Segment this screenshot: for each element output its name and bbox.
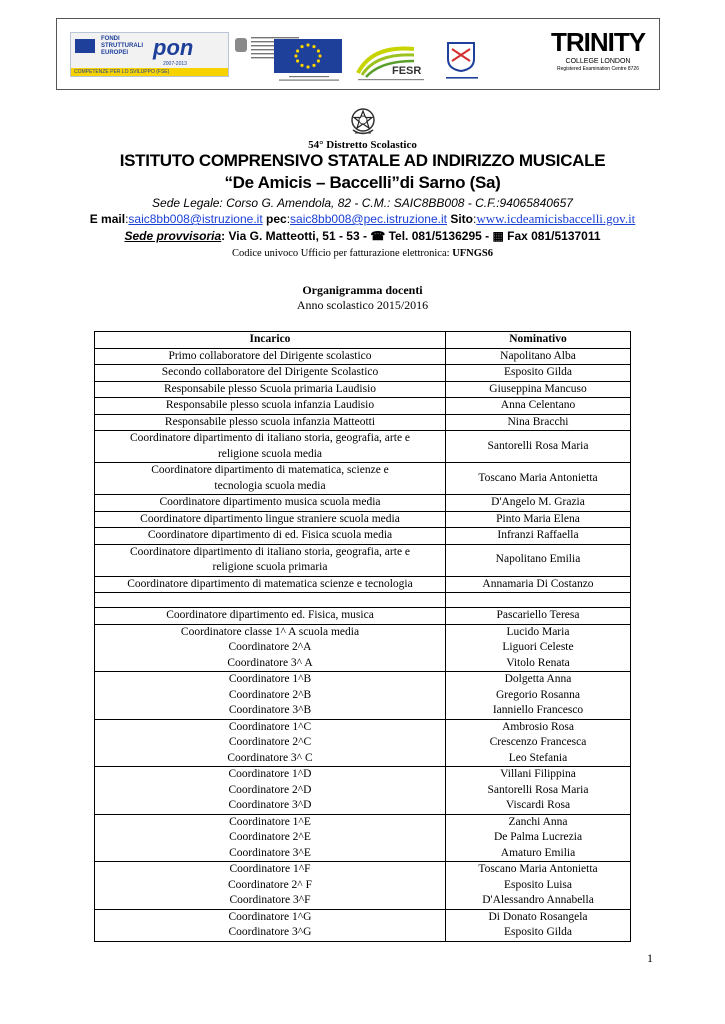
pon-fondi-text	[101, 36, 145, 57]
cell-nominativo	[446, 909, 631, 941]
table-row	[95, 398, 631, 415]
table-row	[95, 495, 631, 512]
pon-text-line: STRUTTURALI	[101, 43, 143, 49]
incarico-line: Coordinatore classe 1^ A scuola media	[180, 625, 360, 638]
cell-incarico	[95, 398, 446, 415]
eu-caption-lines-icon	[275, 75, 343, 83]
incarico-line: Coordinatore 2^D	[228, 783, 312, 796]
incarico-line: Primo collaboratore del Dirigente scolastico	[168, 349, 372, 362]
nominativo-line: Villani Filippina	[500, 768, 576, 780]
nominativo-line: Amaturo Emilia	[500, 846, 576, 859]
nominativo-line: Pinto Maria Elena	[496, 512, 580, 525]
nominativo-line: Lucido Maria	[506, 625, 570, 638]
cell-incarico	[95, 495, 446, 512]
email-link[interactable]: saic8bb008@istruzione.it	[128, 212, 263, 226]
header-nominativo: Nominativo	[446, 332, 631, 349]
incarico-line: Responsabile plesso scuola infanzia Matteotti	[164, 415, 376, 428]
eu-flag-icon	[75, 39, 95, 53]
cell-nominativo	[446, 862, 631, 910]
nominativo-line: Nina Bracchi	[507, 415, 569, 428]
incarico-line: Coordinatore 3^E	[229, 846, 311, 859]
nominativo-line: Santorelli Rosa Maria	[487, 783, 589, 796]
cell-nominativo	[446, 719, 631, 767]
incarico-line: Coordinatore 3^ C	[227, 751, 313, 764]
nominativo-line: Toscano Maria Antonietta	[478, 471, 598, 484]
nominativo-line: Leo Stefania	[508, 751, 568, 764]
italian-republic-emblem-icon	[349, 106, 377, 138]
incarico-line: Coordinatore dipartimento di italiano storia, geografia, arte e	[129, 432, 411, 444]
nominativo-line: Esposito Gilda	[503, 366, 573, 378]
nominativo-line: Ianniello Francesco	[492, 704, 584, 716]
incarico-line: Coordinatore 2^B	[228, 688, 312, 701]
nominativo-line: Zanchi Anna	[508, 815, 568, 828]
sito-label: Sito	[450, 212, 473, 226]
incarico-line: tecnologia scuola media	[214, 479, 326, 492]
email-label: E mail	[89, 212, 126, 226]
nominativo-line: Esposito Gilda	[503, 926, 573, 938]
incarico-line: Coordinatore 1^C	[228, 720, 312, 733]
incarico-line: Coordinatore 2^ F	[228, 878, 312, 891]
pon-text-line: FONDI	[101, 36, 120, 42]
nominativo-line: Ambrosio Rosa	[502, 720, 574, 733]
cell-incarico	[95, 672, 446, 720]
cell-nominativo	[446, 528, 631, 545]
organigramma-table	[94, 331, 631, 942]
table-row	[95, 381, 631, 398]
table-row	[95, 348, 631, 365]
table-row	[95, 608, 631, 625]
cell-nominativo	[446, 593, 631, 608]
campania-caption-line-icon	[442, 75, 482, 81]
incarico-line: Coordinatore 2^E	[229, 831, 311, 843]
incarico-line: Coordinatore 2^C	[228, 736, 312, 748]
incarico-line: Coordinatore dipartimento di matematica, scienze e	[151, 464, 389, 476]
table-row	[95, 511, 631, 528]
incarico-line: Coordinatore dipartimento di italiano storia, geografia, arte e	[129, 545, 411, 558]
table-body	[95, 348, 631, 941]
nominativo-line: Crescenzo Francesca	[489, 736, 587, 748]
nominativo-line: Napolitano Emilia	[495, 553, 581, 566]
incarico-line: Coordinatore dipartimento musica scuola media	[159, 496, 381, 508]
cell-incarico	[95, 593, 446, 608]
page-number: 1	[647, 951, 653, 965]
pon-years: 2007-2013	[163, 61, 187, 67]
pon-logo	[70, 32, 229, 77]
nominativo-line: Infranzi Raffaella	[497, 529, 579, 541]
document-title: Organigramma docenti	[302, 283, 423, 297]
cell-nominativo	[446, 544, 631, 576]
pon-wordmark: pon	[153, 35, 194, 60]
cell-incarico	[95, 862, 446, 910]
table-row	[95, 767, 631, 815]
incarico-line: Coordinatore dipartimento lingue straniere scuola media	[140, 512, 400, 525]
sede-legale: Sede Legale: Corso G. Amendola, 82 - C.M.: SAIC8BB008 - C.F.:94065840657	[152, 196, 573, 210]
codice-univoco-line: Codice univoco Ufficio per fatturazione elettronica: UFNGS6	[231, 248, 494, 259]
pec-link[interactable]: saic8bb008@pec.istruzione.it	[290, 212, 447, 226]
table-row	[95, 909, 631, 941]
fesr-logo	[352, 39, 428, 83]
incarico-line: Coordinatore dipartimento ed. Fisica, musica	[166, 609, 374, 621]
cell-nominativo	[446, 672, 631, 720]
table-row	[95, 463, 631, 495]
trinity-subtitle: COLLEGE LONDON	[565, 58, 631, 65]
nominativo-line: Anna Celentano	[500, 399, 576, 411]
cell-incarico	[95, 431, 446, 463]
cell-incarico	[95, 624, 446, 672]
table-row	[95, 672, 631, 720]
incarico-line: Coordinatore dipartimento di matematica scienze e tecnologia	[127, 577, 413, 590]
nominativo-line: Napolitano Alba	[500, 349, 576, 362]
cell-nominativo	[446, 431, 631, 463]
nominativo-line: Toscano Maria Antonietta	[478, 863, 598, 875]
nominativo-line: De Palma Lucrezia	[493, 831, 583, 843]
nominativo-line: Esposito Luisa	[503, 878, 573, 891]
sede-provvisoria-details: : Via G. Matteotti, 51 - 53 - ☎ Tel. 081/5136295 - ▦ Fax 081/5137011	[221, 229, 601, 243]
cell-incarico	[95, 348, 446, 365]
incarico-line: Coordinatore 3^ A	[227, 656, 313, 669]
cell-nominativo	[446, 608, 631, 625]
nominativo-line: Pascariello Teresa	[496, 609, 580, 621]
table-row	[95, 814, 631, 862]
nominativo-line: Santorelli Rosa Maria	[487, 439, 589, 452]
incarico-line: Coordinatore 1^D	[228, 768, 312, 780]
nominativo-line: Giuseppina Mancuso	[489, 382, 587, 395]
cell-nominativo	[446, 767, 631, 815]
nominativo-line: D'Angelo M. Grazia	[491, 496, 585, 508]
table-row	[95, 862, 631, 910]
cell-nominativo	[446, 463, 631, 495]
sede-provvisoria-line	[0, 229, 725, 243]
nominativo-line: D'Alessandro Annabella	[482, 894, 594, 906]
codice-label: Codice univoco Ufficio per fatturazione elettronica	[231, 248, 447, 259]
regione-campania-logo	[442, 39, 480, 83]
incarico-line: Coordinatore dipartimento di ed. Fisica scuola media	[147, 529, 393, 541]
incarico-line: Coordinatore 3^B	[228, 704, 312, 716]
incarico-line: Coordinatore 2^A	[228, 641, 312, 653]
nominativo-line: Liguori Celeste	[502, 641, 574, 653]
cell-nominativo	[446, 348, 631, 365]
ministero-emblem-icon	[235, 38, 247, 52]
pon-text-line: EUROPEI	[101, 50, 129, 56]
cell-nominativo	[446, 624, 631, 672]
incarico-line: religione scuola primaria	[212, 561, 328, 573]
table-header-row	[95, 332, 631, 349]
sede-provvisoria-label: Sede provvisoria	[124, 229, 222, 243]
cell-incarico	[95, 463, 446, 495]
eu-flag-icon	[274, 39, 342, 73]
cell-incarico	[95, 544, 446, 576]
cell-incarico	[95, 767, 446, 815]
campania-shield-icon	[442, 39, 480, 73]
school-year: Anno scolastico 2015/2016	[296, 298, 429, 312]
table-row	[95, 576, 631, 593]
cell-incarico	[95, 511, 446, 528]
cell-nominativo	[446, 495, 631, 512]
website-link[interactable]: www.icdeamicisbaccelli.gov.it	[476, 211, 636, 226]
fesr-wordmark: FESR	[392, 65, 422, 77]
table-row	[95, 365, 631, 382]
cell-nominativo	[446, 398, 631, 415]
table-row	[95, 414, 631, 431]
district-label: 54° Distretto Scolastico	[308, 139, 417, 151]
logo-banner	[56, 18, 660, 90]
nominativo-line: Gregorio Rosanna	[496, 688, 580, 701]
cell-incarico	[95, 814, 446, 862]
nominativo-line: Vitolo Renata	[506, 656, 570, 669]
contacts-line: E mail:saic8bb008@istruzione.it pec:saic8bb008@pec.istruzione.it Sito:www.icdeamicisbaccelli.gov.it	[89, 211, 636, 226]
pec-label: pec	[266, 212, 287, 226]
incarico-line: Coordinatore 3^D	[228, 799, 312, 811]
table-row	[95, 593, 631, 608]
trinity-wordmark: TRINITY	[550, 27, 646, 57]
incarico-line: Responsabile plesso Scuola primaria Laudisio	[163, 382, 377, 395]
cell-incarico	[95, 414, 446, 431]
incarico-line: Coordinatore 3^G	[228, 926, 312, 938]
incarico-line: Coordinatore 1^B	[228, 673, 312, 685]
incarico-line: religione scuola media	[217, 447, 323, 460]
cell-nominativo	[446, 381, 631, 398]
cell-nominativo	[446, 814, 631, 862]
table-row	[95, 624, 631, 672]
table-row	[95, 544, 631, 576]
incarico-line: Secondo collaboratore del Dirigente Scolastico	[161, 366, 379, 378]
table-row	[95, 719, 631, 767]
cell-nominativo	[446, 365, 631, 382]
cell-incarico	[95, 365, 446, 382]
cell-incarico	[95, 576, 446, 593]
cell-nominativo	[446, 576, 631, 593]
cell-incarico	[95, 381, 446, 398]
header-incarico: Incarico	[95, 332, 446, 349]
nominativo-line: Di Donato Rosangela	[488, 910, 588, 923]
trinity-logo	[542, 27, 654, 83]
trinity-registration: Registered Examination Centre 8726	[557, 66, 639, 72]
cell-incarico	[95, 719, 446, 767]
cell-nominativo	[446, 414, 631, 431]
incarico-line: Responsabile plesso scuola infanzia Laudisio	[165, 399, 375, 411]
cell-nominativo	[446, 511, 631, 528]
school-name: ISTITUTO COMPRENSIVO STATALE AD INDIRIZZO MUSICALE	[119, 151, 606, 170]
school-subtitle: “De Amicis – Baccelli”di Sarno (Sa)	[224, 173, 501, 192]
nominativo-line: Dolgetta Anna	[504, 673, 572, 685]
incarico-line: Coordinatore 1^E	[229, 815, 311, 828]
incarico-line: Coordinatore 1^F	[229, 863, 311, 875]
incarico-line: Coordinatore 3^F	[229, 894, 311, 906]
pon-strip: COMPETENZE PER LO SVILUPPO (FSE)	[71, 68, 228, 76]
incarico-line: Coordinatore 1^G	[228, 910, 312, 923]
nominativo-line: Viscardi Rosa	[505, 799, 571, 811]
table-row	[95, 528, 631, 545]
codice-value: UFNGS6	[452, 248, 494, 259]
cell-incarico	[95, 909, 446, 941]
cell-incarico	[95, 608, 446, 625]
nominativo-line: Annamaria Di Costanzo	[482, 577, 594, 590]
table-row	[95, 431, 631, 463]
cell-incarico	[95, 528, 446, 545]
